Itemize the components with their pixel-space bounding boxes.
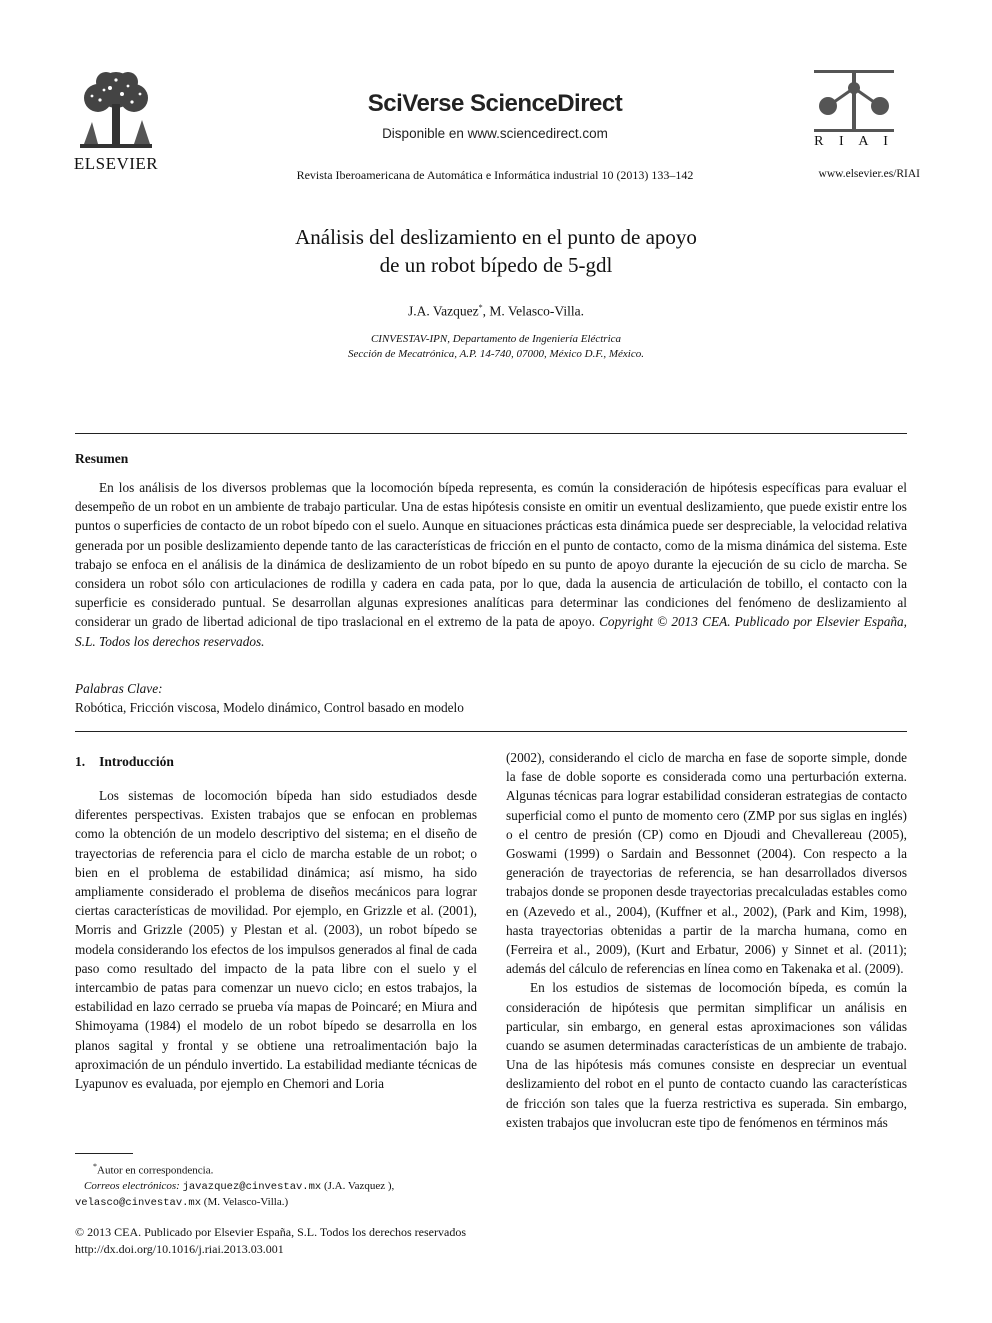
footnote-correspondence-line bbox=[75, 1159, 495, 1179]
footnote-email-2-line bbox=[75, 1195, 495, 1211]
right-column-paragraph-1: (2002), considerando el ciclo de marcha en fase de soporte simple, donde la fase de doble soporte es considerada como una perturbación externa. Algunas técnicas para lograr estabilidad consideran estrategias de contacto superficial como el punto de momento cero (ZMP por sus siglas en inglés) o el centro de presión (CP) como en Djoudi and Chevallereau (2005), Goswami (1999) o Sardain and Bessonnet (2004). Con respecto a la generación de trayectorias de referencia, se han desarrollados diversos trabajos donde se proponen desde trayectorias precalculadas estables como en (Azevedo et al., 2004), (Kuffner et al., 2002), (Park and Kim, 1998), hasta trayectorias obtenidas a partir de la marcha humana, como en (Ferreira et al., 2009), (Kurt and Erbatur, 2006) y Sinnet et al. (2011); además del cálculo de referencias en línea como en Takenaka et al. (2009). bbox=[506, 750, 907, 977]
title-line-2: de un robot bípedo de 5-gdl bbox=[379, 253, 613, 277]
top-rule bbox=[75, 433, 907, 434]
abstract-heading: Resumen bbox=[75, 451, 129, 466]
footer-copyright: © 2013 CEA. Publicado por Elsevier España, S.L. Todos los derechos reservados bbox=[75, 1225, 466, 1239]
section-number: 1. bbox=[75, 754, 86, 769]
journal-reference: Revista Iberoamericana de Automática e Informática industrial 10 (2013) 133–142 bbox=[296, 168, 694, 182]
abstract-body bbox=[75, 478, 907, 651]
article-title bbox=[150, 223, 842, 279]
email-1-link[interactable]: javazquez@cinvestav.mx bbox=[182, 1180, 322, 1193]
abstract-copyright: Copyright © 2013 CEA. Publicado por Elsevier España, S.L. Todos los derechos reservados. bbox=[75, 614, 907, 649]
footnote bbox=[75, 1159, 495, 1211]
footnote-emails-label: Correos electrónicos: bbox=[84, 1179, 180, 1192]
section-title: Introducción bbox=[99, 754, 174, 769]
authors bbox=[150, 303, 842, 320]
section-heading bbox=[75, 754, 174, 770]
sciencedirect-logo: SciVerse ScienceDirect bbox=[367, 90, 623, 117]
title-line-1: Análisis del deslizamiento en el punto de apoyo bbox=[295, 225, 697, 249]
elsevier-logo bbox=[70, 70, 162, 154]
keywords-list: Robótica, Fricción viscosa, Modelo dinámico, Control basado en modelo bbox=[75, 700, 464, 715]
corresponding-mark: * bbox=[478, 303, 483, 312]
abstract-text: En los análisis de los diversos problemas que la locomoción bípeda representa, es común la consideración de hipótesis específicas para evaluar el desempeño de un robot en un ambiente de trabajo particular. Una de estas hipótesis consiste en omitir un eventual deslizamiento, que puede existir entre los puntos o superficies de contacto de un robot bípedo con el suelo. Aunque en situaciones prácticas esta dinámica puede ser despreciable, la velocidad relativa generada por un posible deslizamiento depende tanto de las características de fricción en el punto de contacto, como de la misma dinámica del sistema. Este trabajo se enfoca en el análisis de la dinámica de deslizamiento de un robot bípedo en su punto de apoyo durante la ejecución de su ciclo de marcha. Se considera un robot sólo con articulaciones de rodilla y cadera en cada pata, por lo que, dada la ausencia de articulación de tobillo, el contacto con la superficie es considerado puntual. Se desarrollan algunas expresiones analíticas para determinar las condiciones del fenómeno de deslizamiento al considerar un grado de libertad adicional de tipo traslacional en el extremo de la pata de apoyo. bbox=[75, 480, 907, 630]
keywords-label: Palabras Clave: bbox=[75, 681, 163, 696]
footnote-correspondence: Autor en correspondencia. bbox=[97, 1164, 214, 1177]
email-2-link[interactable]: velasco@cinvestav.mx bbox=[75, 1196, 202, 1209]
email-2-name: (M. Velasco-Villa.) bbox=[201, 1195, 289, 1208]
riai-robot-icon bbox=[812, 68, 896, 134]
affiliation-line-2: Sección de Mecatrónica, A.P. 14-740, 07000, México D.F., México. bbox=[347, 348, 644, 360]
author-2: , M. Velasco-Villa. bbox=[482, 303, 584, 319]
page-footer bbox=[75, 1224, 466, 1258]
footnote-emails-line bbox=[75, 1179, 495, 1195]
affiliation bbox=[150, 332, 842, 362]
elsevier-wordmark: ELSEVIER bbox=[73, 154, 159, 173]
left-column-text: Los sistemas de locomoción bípeda han sido estudiados desde diferentes perspectivas. Existen trabajos que se enfocan en problemas como la obtención de un modelo descriptivo del sistema; en el diseño de trayectorias de referencia para el ciclo de marcha estable de un robot; o bien en el problema de estabilidad dinámica; así mismo, ha sido ampliamente considerado el problema de diseños mecánicos para lograr ciertas características de movilidad. Por ejemplo, en Grizzle et al. (2001), Morris and Grizzle (2005) y Plestan et al. (2003), un robot bípedo se modela considerando los efectos de los impulsos generados al final de cada paso como resultado del impacto de la pata libre con el suelo y el intercambio de patas para comenzar un nuevo ciclo; en estos trabajos, la estabilidad en lazo cerrado se prueba vía mapas de Poincaré; en Miura and Shimoyama (1984) el modelo de un robot bípedo se desarrolla en los planos sagital y frontal y se obtiene una retroalimentación bajo la aproximación de un péndulo invertido. La estabilidad mediante técnicas de Lyapunov es evaluada, por ejemplo en Chemori and Loria bbox=[75, 788, 477, 1092]
right-column-paragraph-2: En los estudios de sistemas de locomoción bípeda, es común la consideración de hipótesis que permitan simplificar un análisis en particular, sin embargo, en general estas aproximaciones son válidas cuando se asumen determinadas características de un ambiente de trabajo. Una de las hipótesis más comunes consiste en despreciar un eventual deslizamiento del robot en el punto de contacto cuando las características de fricción son tales que la fuerza restrictiva es superada. Sin embargo, existen trabajos que involucran este tipo de fenómenos en términos más bbox=[506, 980, 907, 1130]
riai-logo bbox=[812, 68, 896, 134]
right-column bbox=[506, 748, 907, 1132]
availability-link[interactable]: Disponible en www.sciencedirect.com bbox=[382, 126, 608, 141]
email-1-name: (J.A. Vazquez ), bbox=[321, 1179, 395, 1192]
elsevier-tree-icon bbox=[70, 70, 162, 154]
footnote-rule bbox=[75, 1153, 133, 1154]
affiliation-line-1: CINVESTAV-IPN, Departamento de Ingeniería Eléctrica bbox=[370, 333, 622, 345]
riai-wordmark: R I A I bbox=[814, 134, 894, 149]
doi-link[interactable]: http://dx.doi.org/10.1016/j.riai.2013.03.001 bbox=[75, 1242, 284, 1256]
footnote-mark: * bbox=[93, 1162, 97, 1171]
middle-rule bbox=[75, 731, 907, 732]
journal-url-link[interactable]: www.elsevier.es/RIAI bbox=[818, 168, 920, 180]
author-1: J.A. Vazquez bbox=[408, 303, 479, 319]
